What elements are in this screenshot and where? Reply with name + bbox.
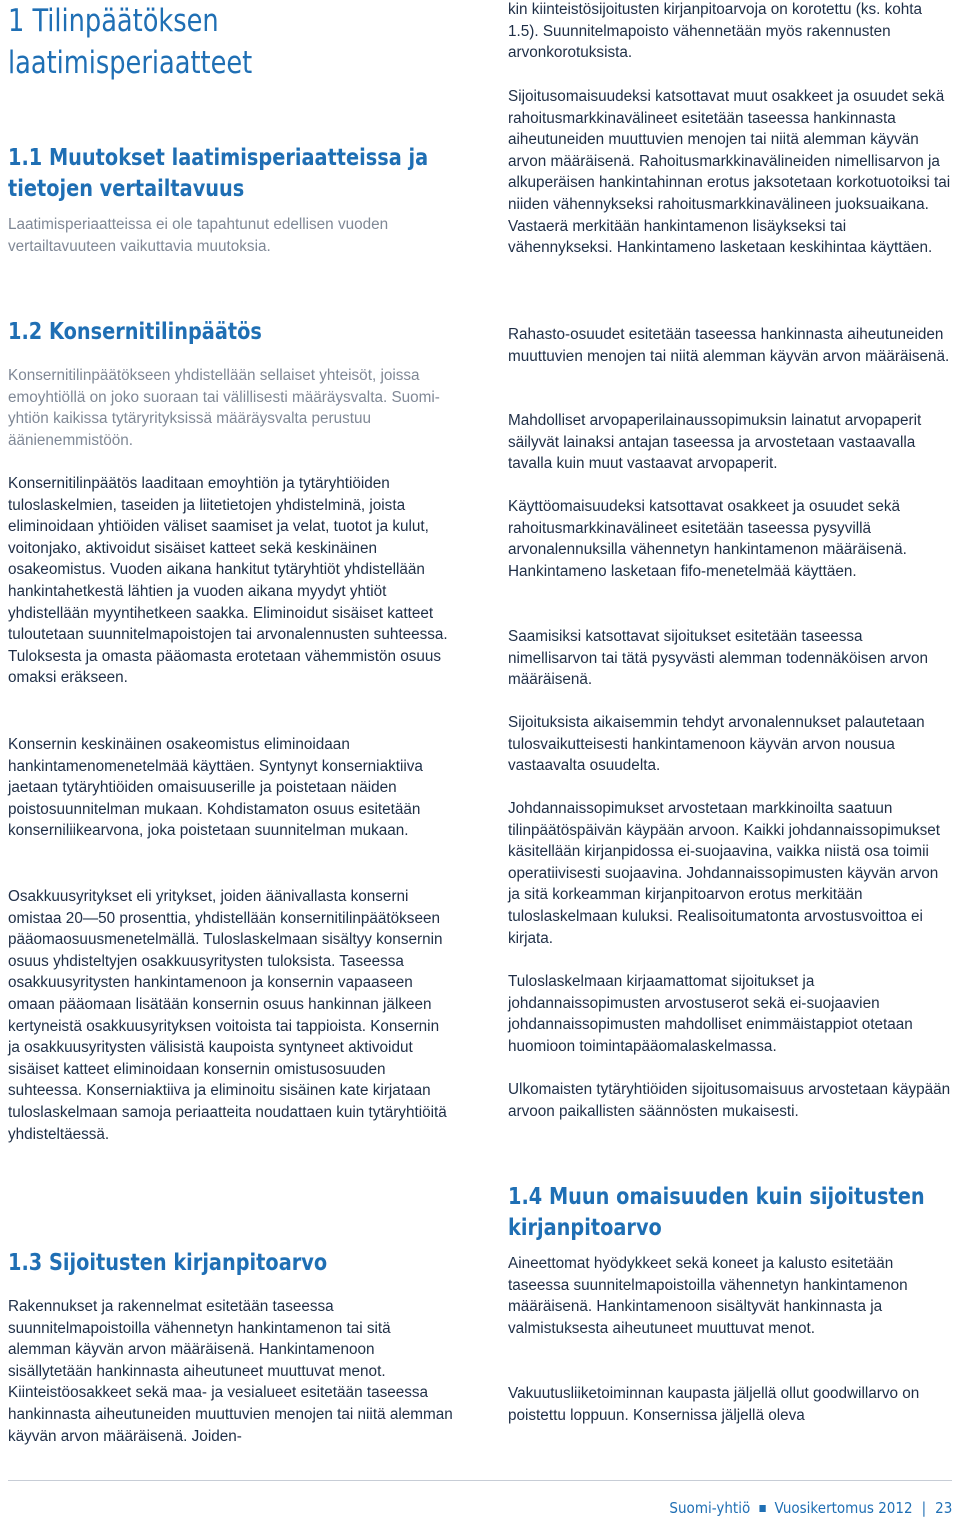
footer-divider bbox=[8, 1480, 952, 1481]
investments-paragraph-9: Ulkomaisten tytäryhtiöiden sijoitusomaisuus arvostetaan käypään arvoon paikallisten säännösten mukaisesti. bbox=[508, 1081, 951, 1120]
page-title: 1 Tilinpäätöksen laatimisperiaatteet bbox=[8, 3, 253, 81]
section-1-2-paragraph-3: Konsernin keskinäinen osakeomistus eliminoidaan hankintamenomenetelmää käyttäen. Syntynyt konserniaktiiva jaetaan tytäryhtiöiden omaisuuserille ja poistetaan näiden poistosuunnitelman mukaan. Kohdistamaton osuus esitetään konserniliikearvona, joka poistetaan suunnitelman mukaan. bbox=[8, 736, 423, 840]
square-bullet-icon bbox=[759, 1505, 765, 1512]
section-1-4-paragraph-2: Vakuutusliiketoiminnan kaupasta jäljellä ollut goodwillarvo on poistettu loppuun. Konsernissa jäljellä oleva bbox=[508, 1385, 920, 1424]
investments-paragraph-6: Sijoituksista aikaisemmin tehdyt arvonalennukset palautetaan tulosvaikutteisesti hankintamenoon käyvän arvon nousua vastaavalta osuudelta. bbox=[508, 714, 925, 775]
investments-paragraph-3: Mahdolliset arvopaperilainaussopimuksin lainatut arvopaperit säilyvät lainaksi antajan taseessa ja arvostetaan vastaavalla tavalla kuin muut vastaavat arvopaperit. bbox=[508, 412, 922, 473]
investments-paragraph-7: Johdannaissopimukset arvostetaan markkinoilta saatuun tilinpäätöspäivän käypään arvoon. Kaikki johdannaissopimukset käsitellään kirjanpidossa ei-suojaavina, vaikka niistä osa toimii operatiivisesti suojaavina. Johdannaissopimusten käyvän arvon ja sitä korkeamman kirjanpitoarvon erotus merkitään tuloslaskelmaan kuluksi. Realisoitumatonta arvostusvoittoa ei kirjata. bbox=[508, 800, 940, 947]
section-1-2-paragraph-2: Konsernitilinpäätös laaditaan emoyhtiön ja tytäryhtiöiden tuloslaskelmien, taseiden ja liitetietojen yhdistelminä, joista eliminoidaan yhtiöiden väliset saamiset ja velat, tuotot ja kulut, voitonjako, aktivoidut sisäiset katteet sekä keskinäinen osakeomistus. Vuoden aikana hankitut tytäryhtiöt yhdistellään hankintahetkestä lähtien ja vuoden aikana myydyt yhtiöt yhdistellään myyntihetkeen saakka. Eliminoidut sisäiset katteet tuloutetaan suunnitelmapoistojen tai arvonalennusten suhteessa. Tuloksesta ja omasta pääomasta erotetaan vähemmistön osuus omaksi eräkseen. bbox=[8, 475, 448, 687]
section-1-4-paragraph-1: Aineettomat hyödykkeet sekä koneet ja kalusto esitetään taseessa suunnitelmapoistoilla vähennetyn hankintamenon määräisenä. Hankintamenoon sisältyvät hankinnasta ja valmistuksesta aiheutuneet muuttuvat menot. bbox=[508, 1255, 908, 1337]
footer-company: Suomi-yhtiö bbox=[669, 1499, 750, 1517]
investments-paragraph-2: Rahasto-osuudet esitetään taseessa hankinnasta aiheutuneiden muuttuvien menojen tai niitä alemman käyvän arvon määräisenä. bbox=[508, 326, 950, 365]
section-1-2-paragraph-1: Konsernitilinpäätökseen yhdistellään sellaiset yhteisöt, joissa emoyhtiöllä on joko suoraan tai välillisesti määräysvalta. Suomi-yhtiön kaikissa tytäryrityksissä määräysvalta perustuu äänienemmistöön. bbox=[8, 367, 440, 449]
page-number: 23 bbox=[934, 1499, 952, 1517]
section-1-4-heading: 1.4 Muun omaisuuden kuin sijoitusten kirjanpitoarvo bbox=[508, 1184, 925, 1241]
section-1-2-heading: 1.2 Konsernitilinpäätös bbox=[8, 319, 262, 345]
footer-report-title: Vuosikertomus 2012 bbox=[774, 1499, 913, 1517]
section-1-3-paragraph: Rakennukset ja rakennelmat esitetään taseessa suunnitelmapoistoilla vähennetyn hankintamenon tai sitä alemman käyvän arvon määräisenä. Hankintamenoon sisällytetään hankinnasta aiheutuneet muuttuvat menot. Kiinteistöosakkeet sekä maa- ja vesialueet esitetään taseessa hankinnasta aiheutuneiden muuttuvien menojen tai niitä alemman käyvän arvon määräisenä. Joiden- bbox=[8, 1298, 453, 1445]
investments-paragraph-8: Tuloslaskelmaan kirjaamattomat sijoitukset ja johdannaissopimusten arvostuserot sekä ei-suojaavien johdannaissopimusten mahdolliset enimmäistappiot otetaan huomioon toimintapääomalaskelmassa. bbox=[508, 973, 913, 1055]
investments-paragraph-5: Saamisiksi katsottavat sijoitukset esitetään taseessa nimellisarvon tai tätä pysyvästi alemman todennäköisen arvon määräisenä. bbox=[508, 628, 929, 689]
investments-paragraph-4: Käyttöomaisuudeksi katsottavat osakkeet ja osuudet sekä rahoitusmarkkinavälineet esitetään taseessa pysyvillä arvonalennuksilla vähennetyn hankintamenon määräisenä. Hankintameno lasketaan fifo-menetelmää käyttäen. bbox=[508, 498, 907, 580]
footer bbox=[669, 1499, 952, 1517]
section-1-1-paragraph: Laatimisperiaatteissa ei ole tapahtunut edellisen vuoden vertailtavuuteen vaikuttavia muutoksia. bbox=[8, 216, 389, 255]
section-1-3-heading: 1.3 Sijoitusten kirjanpitoarvo bbox=[8, 1250, 328, 1276]
section-1-2-paragraph-4: Osakkuusyritykset eli yritykset, joiden äänivallasta konserni omistaa 20—50 prosenttia, yhdistellään konsernitilinpäätökseen pääomaosuusmenetelmällä. Tuloslaskelmaan sisältyy konsernin osuus yhdisteltyjen osakkuusyritysten tuloksista. Taseessa osakkuusyritysten hankintamenoon ja konsernin vapaaseen omaan pääomaan lisätään konsernin osuus hankinnan jälkeen kertyneistä osakkuusyrityksen voitoista tai tappioista. Konsernin ja osakkuusyritysten välisistä kaupoista syntyneet aktivoidut sisäiset katteet eliminoidaan konsernin omistusosuuden suhteessa. Konserniaktiiva ja eliminoitu sisäinen kate kirjataan tuloslaskelmaan samoja periaatteita noudattaen kuin tytäryhtiöitä yhdisteltäessä. bbox=[8, 888, 447, 1143]
investments-paragraph-1: Sijoitusomaisuudeksi katsottavat muut osakkeet ja osuudet sekä rahoitusmarkkinavälineet esitetään taseessa hankinnasta aiheutuneiden muuttuvien menojen tai niitä alemman käyvän arvon määräisenä. Rahoitusmarkkinavälineiden nimellisarvon ja alkuperäisen hankintahinnan erotus jaksotetaan korkotuotoiksi tai niiden vähennykseksi rahoitusmarkkinavälineen juoksuaikana. Vastaerä merkitään hankintamenon lisäykseksi tai vähennykseksi. Hankintameno lasketaan keskihintaa käyttäen. bbox=[508, 88, 951, 257]
footer-separator: | bbox=[921, 1499, 926, 1517]
section-1-1-heading: 1.1 Muutokset laatimisperiaatteissa ja tietojen vertailtavuus bbox=[8, 145, 429, 202]
continuation-paragraph: kin kiinteistösijoitusten kirjanpitoarvoja on korotettu (ks. kohta 1.5). Suunnitelmapoisto vähennetään myös rakennusten arvonkorotuksista. bbox=[508, 1, 923, 62]
